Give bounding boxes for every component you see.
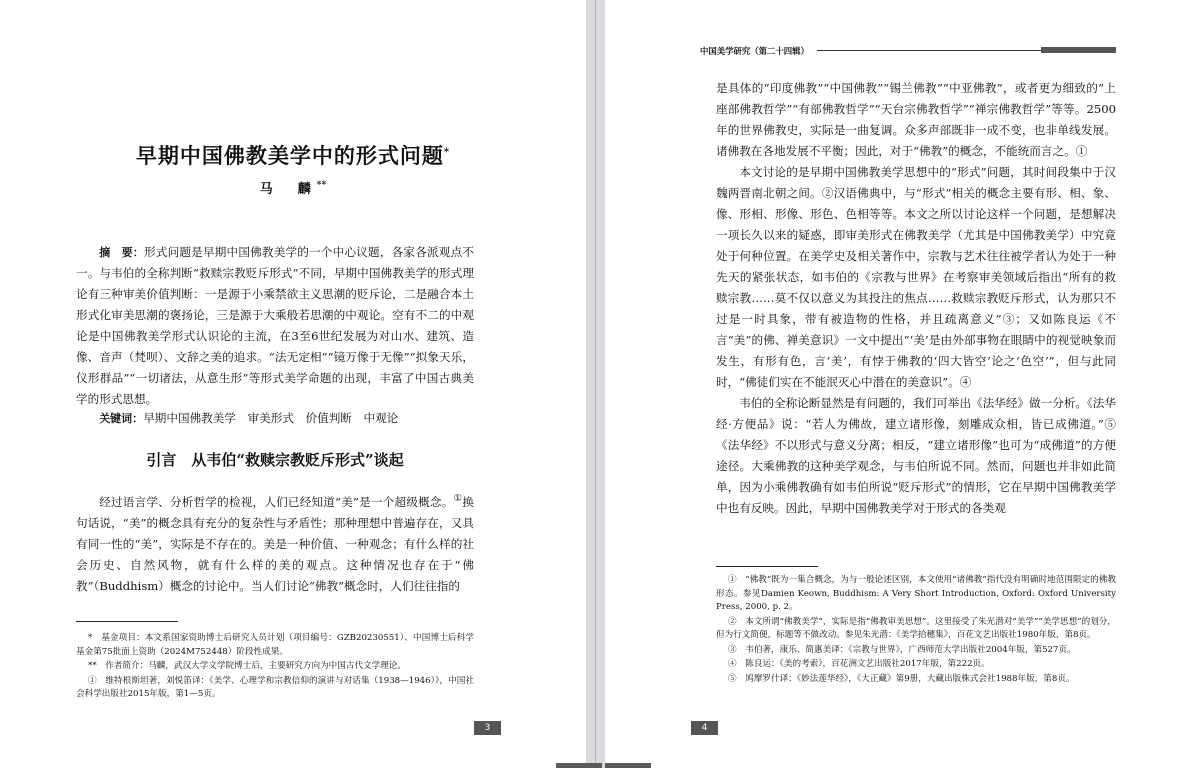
article-author: 马 麟**	[259, 180, 327, 197]
body-text-right	[716, 78, 1116, 519]
footnotes-right	[716, 574, 1116, 687]
page-scroll-indicator-left[interactable]	[556, 763, 602, 768]
keywords-label: 关键词：	[99, 412, 144, 425]
footnote-author: ** 作者简介：马麟，武汉大学文学院博士后，主要研究方向为中国古代文学理论。	[88, 661, 407, 671]
running-head-bar	[1041, 47, 1116, 53]
footnote-4: ④ 陈良运：《美的考索》，百花洲文艺出版社2017年版，第222页。	[728, 659, 990, 669]
paragraph: 韦伯的全称论断显然是有问题的，我们可举出《法华经》做一分析。《法华经·方便品》说：“若人为佛故，建立诸形像，刻雕成众相，皆已成佛道。”⑤《法华经》不以形式与意义分离；相反，“建立诸形像”也可为“成佛道”的方便途径。大乘佛教的这种美学观念，与韦伯所说不同。然而，问题也并非如此简单，因为小乘佛教确有如韦伯所说“贬斥形式”的情形，它在早期中国佛教美学中也有反映。因此，早期中国佛教美学对于形式的各类观	[716, 396, 1116, 515]
footnote-fund: * 基金项目：本文系国家资助博士后研究人员计划（项目编号：GZB20230551）、中国博士后科学基金第75批面上资助（2024M752448）阶段性成果。	[76, 633, 474, 657]
paragraph: 是具体的“印度佛教”“中国佛教”“锡兰佛教”“中亚佛教”，或者更为细致的“上座部佛教哲学”“有部佛教哲学”“天台宗佛教哲学”“禅宗佛教哲学”等等。2500年的世界佛教史，实际是一曲复调。众多声部既非一成不变，也非单线发展。诸佛教在各地发展不平衡；因此，对于“佛教”的概念，不能统而言之。①	[716, 81, 1116, 158]
page-4	[605, 0, 1191, 768]
page-number: 3	[474, 721, 501, 735]
page-scroll-indicator-right[interactable]	[605, 763, 651, 768]
article-title: 早期中国佛教美学中的形式问题*	[135, 143, 451, 168]
running-head: 中国美学研究（第二十四辑）	[700, 46, 809, 56]
abstract	[76, 242, 474, 410]
footnote-5: ⑤ 鸠摩罗什译：《妙法莲华经》，《大正藏》第9册，大藏出版株式会社1988年版，第8页。	[728, 673, 1075, 684]
paragraph: 本文讨论的是早期中国佛教美学思想中的“形式”问题，其时间段集中于汉魏两晋南北朝之间。②汉语佛典中，与“形式”相关的概念主要有形、相、象、像、形相、形像、形色、色相等等。本文之所以讨论这样一个问题，是想解决一项长久以来的疑惑，即审美形式在佛教美学（尤其是中国佛教美学）中究竟处于何种位置。在美学史及相关著作中，宗教与艺术往往被学者认为处于一种先天的紧张状态，如韦伯的《宗教与世界》在考察审美领域后指出“所有的救赎宗教……莫不仅以意义为其投注的焦点……救赎宗教贬斥形式，认为那只不过是一时具象，带有被造物的性格，并且疏离意义”③；又如陈良运《不言“美”的佛、禅美意识》一文中提出“‘美’是由外部事物在眼睛中的视觉映象而发生，有形有色，言‘美’，有悖于佛教的‘四大皆空’论之‘色空’”，但与此同时，“佛徒们实在不能泯灭心中潜在的美意识”。④	[716, 165, 1116, 389]
keywords-text: 早期中国佛教美学 审美形式 价值判断 中观论	[143, 411, 399, 425]
section-heading: 引言 从韦伯“救赎宗教贬斥形式”谈起	[146, 451, 404, 469]
gutter-divider	[595, 0, 596, 768]
abstract-text: 形式问题是早期中国佛教美学的一个中心议题，各家各派观点不一。与韦伯的全称判断“救赎宗教贬斥形式”不同，早期中国佛教美学的形式理论有三种审美价值判断：一是源于小乘禁欲主义思潮的贬斥论，二是融合本土形式化审美思潮的褒扬论，三是源于大乘般若思潮的中观论。空有不二的中观论是中国佛教美学形式认识论的主流，在3至6世纪发展为对山水、建筑、造像、音声（梵呗）、文辞之美的追求。“法无定相”“镜万像于无像”“拟象天乐，仪形群品”“一切诸法，从意生形”等形式美学命题的出现，丰富了中国古典美学的形式思想。	[76, 245, 474, 406]
footnote-1: ① 维特根斯坦著，刘悦笛译：《美学、心理学和宗教信仰的演讲与对话集（1938—1946）》，中国社会科学出版社2015年版，第1—5页。	[76, 675, 474, 699]
footnote-separator	[716, 566, 818, 567]
footnotes-left	[76, 632, 474, 703]
page-3	[0, 0, 586, 768]
footnote-ref-1[interactable]: ①	[453, 493, 463, 504]
keywords	[76, 408, 474, 429]
footnote-1: ① “佛教”既为一集合概念，为与一般论述区别，本文使用“诸佛教”指代没有明确时地范围限定的佛教形态。参见Damien Keown, Buddhism: A Very Short Introduction, Oxford: Oxford University Press, 2000, p. 2。	[716, 575, 1116, 612]
author-footnote-mark[interactable]: **	[316, 180, 327, 191]
footnote-separator	[76, 621, 178, 622]
abstract-label: 摘 要：	[99, 246, 144, 259]
footnote-2: ② 本文所谓“佛教美学”，实际是指“佛教审美思想”。这里接受了朱光潜对“美学”“美学思想”的划分，但为行文简便，标题等不做改动。参见朱光潜：《美学拾穗集》，百花文艺出版社1980年版，第8页。	[716, 616, 1116, 640]
title-footnote-mark[interactable]: *	[443, 147, 451, 158]
running-head-rule	[817, 50, 1041, 51]
intro-paragraph: 经过语言学、分析哲学的检视，人们已经知道“美”是一个超级概念。①换句话说，“美”的概念具有充分的复杂性与矛盾性；那种理想中普遍存在，又具有同一性的“美”，实际是不存在的。美是一种价值、一种观念；有什么样的社会历史、自然风物，就有什么样的美的观点。这种情况也存在于“佛教”（Buddhism）概念的讨论中。当人们讨论“佛教”概念时，人们往往指的	[76, 493, 474, 593]
page-number: 4	[691, 721, 718, 735]
footnote-3: ③ 韦伯著，康乐、简惠美译：《宗教与世界》，广西师范大学出版社2004年版，第527页。	[728, 644, 1076, 655]
